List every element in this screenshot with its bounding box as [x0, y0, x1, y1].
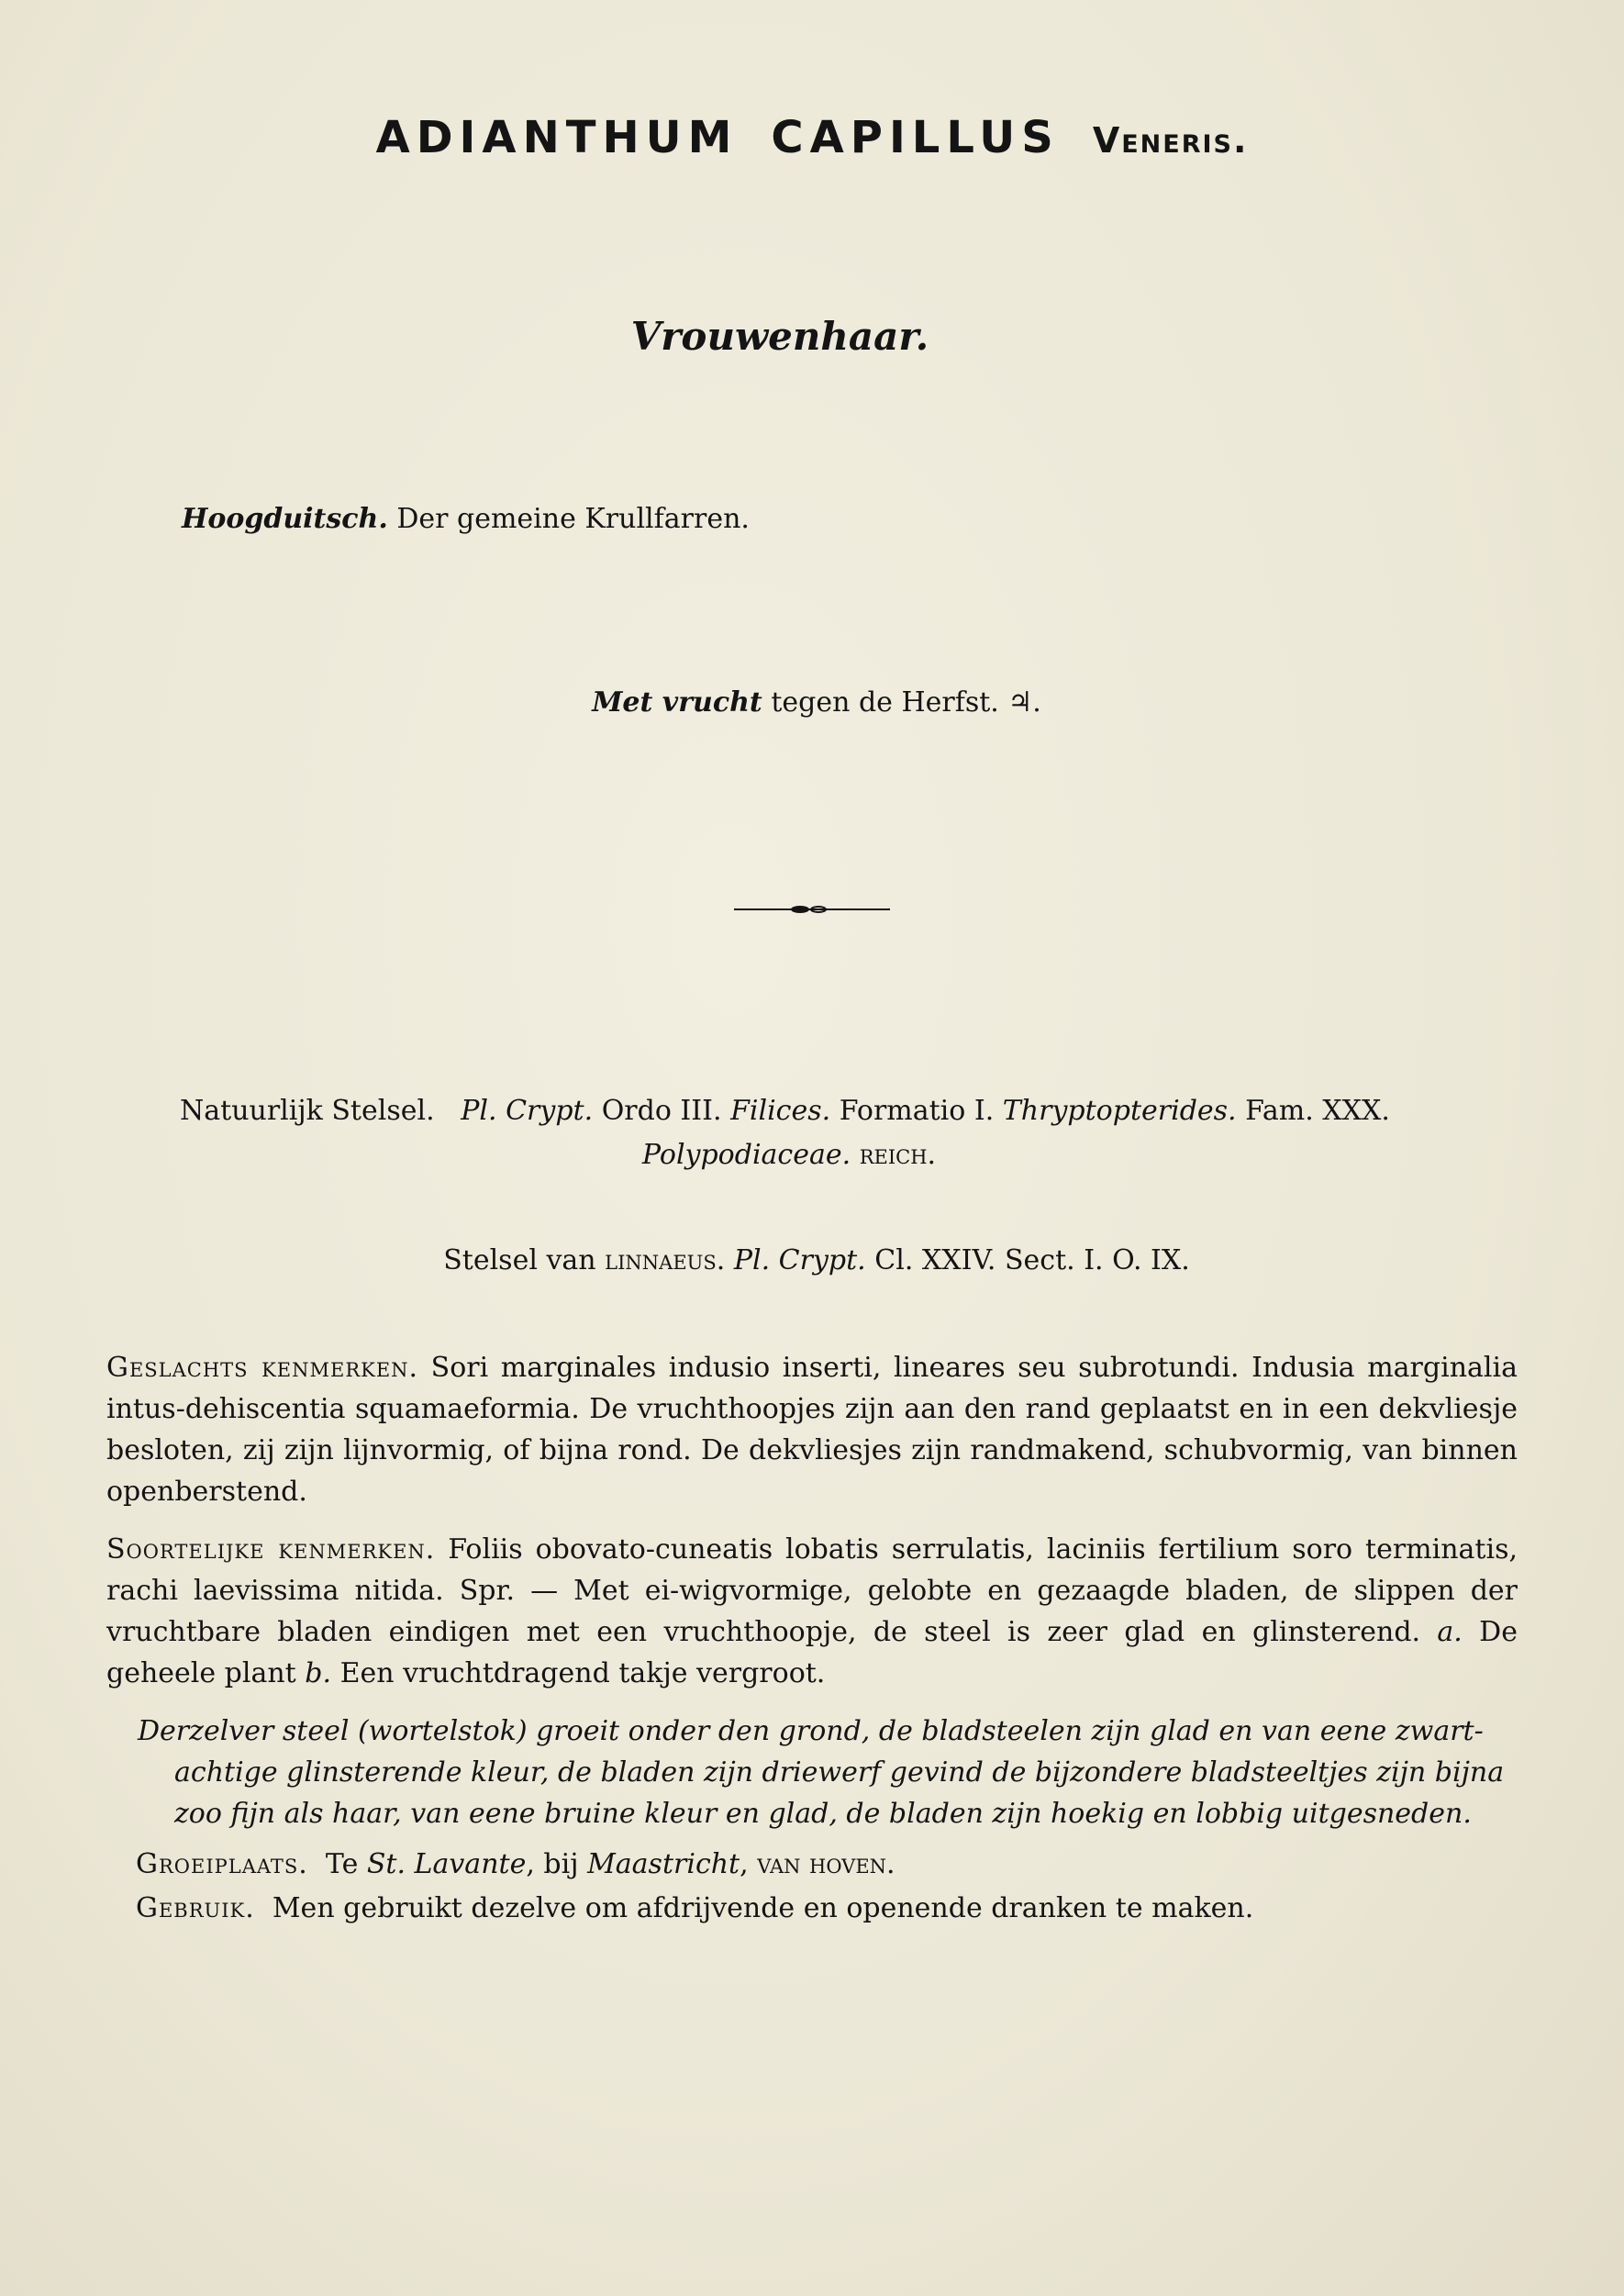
usage-text: Men gebruikt dezelve om afdrijvende en openende dranken te maken. [272, 1892, 1254, 1924]
figure-a-label: a. [1437, 1616, 1463, 1648]
habitat-city: Maastricht [587, 1848, 740, 1880]
natural-system-label: Natuurlijk Stelsel. [180, 1095, 435, 1127]
species-text: Foliis obovato-cuneatis lobatis serrulatis, laciniis fertilium soro terminatis, rachi laevissima nitida. Spr. — Met ei-wigvormige, gelobte en gezaagde bladen, de slippen der vruchtbare bladen eindigen met een vruchthoopje, de steel is zeer glad en glinsterend. [106, 1533, 1518, 1648]
german-label: Hoogduitsch. [182, 503, 388, 535]
figure-b-label: b. [305, 1657, 332, 1689]
figure-a-text: De geheele plant [106, 1616, 1518, 1689]
german-name [182, 503, 750, 535]
natural-ordo: Ordo III. [601, 1095, 722, 1127]
linnaeus-name: linnaeus. [605, 1244, 726, 1276]
perennial-symbol: ♃. [1007, 686, 1041, 719]
description-paragraph [138, 1711, 1514, 1834]
habitat-bij: , bij [526, 1848, 579, 1880]
natural-system-line2 [0, 1139, 1578, 1171]
natural-polypodiaceae: Polypodiaceae. [641, 1139, 851, 1171]
habitat: Groeiplaats. Te St. Lavante, bij Maastricht, van hoven. [136, 1848, 895, 1880]
fruit-italic: Met vrucht [592, 686, 762, 719]
title-species: CAPILLUS [771, 112, 1060, 163]
natural-pl-crypt: Pl. Crypt. [461, 1095, 594, 1127]
natural-system-line1 [180, 1095, 1390, 1127]
genus-characteristics [106, 1347, 1518, 1512]
habitat-te: Te [325, 1848, 359, 1880]
habitat-author: van hoven. [757, 1848, 895, 1880]
linnaeus-classification: Cl. XXIV. Sect. I. O. IX. [874, 1244, 1190, 1276]
genus-text: Sori marginales indusio inserti, lineares seu subrotundi. Indusia marginalia intus-dehiscentia squamaeformia. De vruchthoopjes zijn aan den rand geplaatst en in een dekvliesje besloten, zij zijn lijnvormig, of bijna rond. De dekvliesjes zijn randmakend, schubvormig, van binnen openberstend. [106, 1352, 1518, 1508]
usage-label: Gebruik. [136, 1892, 255, 1924]
usage [136, 1892, 1253, 1924]
natural-thryptopterides: Thryptopterides. [1002, 1095, 1237, 1127]
ornamental-rule [734, 903, 890, 916]
page-title [0, 112, 1624, 163]
fruiting-season [0, 686, 1624, 719]
natural-fam: Fam. XXX. [1245, 1095, 1390, 1127]
description-line2: achtige glinsterende kleur, de bladen zijn driewerf gevind de bijzondere bladsteeltjes zijn bijna [174, 1756, 1505, 1789]
natural-filices: Filices. [730, 1095, 831, 1127]
description-line1: Derzelver steel (wortelstok) groeit onder den grond, de bladsteelen zijn glad en van eene zwart- [138, 1715, 1484, 1747]
vernacular-name: Vrouwenhaar. [630, 314, 929, 359]
natural-author: reich. [859, 1139, 937, 1171]
species-characteristics [106, 1529, 1518, 1694]
species-label: Soortelijke kenmerken. [106, 1533, 436, 1566]
habitat-place: St. Lavante [366, 1848, 527, 1880]
genus-label: Geslachts kenmerken. [106, 1352, 419, 1384]
linnaeus-system [0, 1244, 1624, 1276]
german-text: Der gemeine Krullfarren. [396, 503, 750, 535]
natural-formatio: Formatio I. [839, 1095, 995, 1127]
fruit-text: tegen de Herfst. [771, 686, 999, 719]
description-line3: zoo fijn als haar, van eene bruine kleur en glad, de bladen zijn hoekig en lobbig uitgesneden. [174, 1798, 1472, 1830]
linnaeus-label: Stelsel van [443, 1244, 596, 1276]
figure-b-text: Een vruchtdragend takje vergroot. [339, 1657, 826, 1689]
title-epithet: Veneris. [1092, 120, 1249, 161]
habitat-label: Groeiplaats. [136, 1848, 308, 1880]
linnaeus-pl-crypt: Pl. Crypt. [733, 1244, 866, 1276]
title-genus: ADIANTHUM [375, 112, 739, 163]
